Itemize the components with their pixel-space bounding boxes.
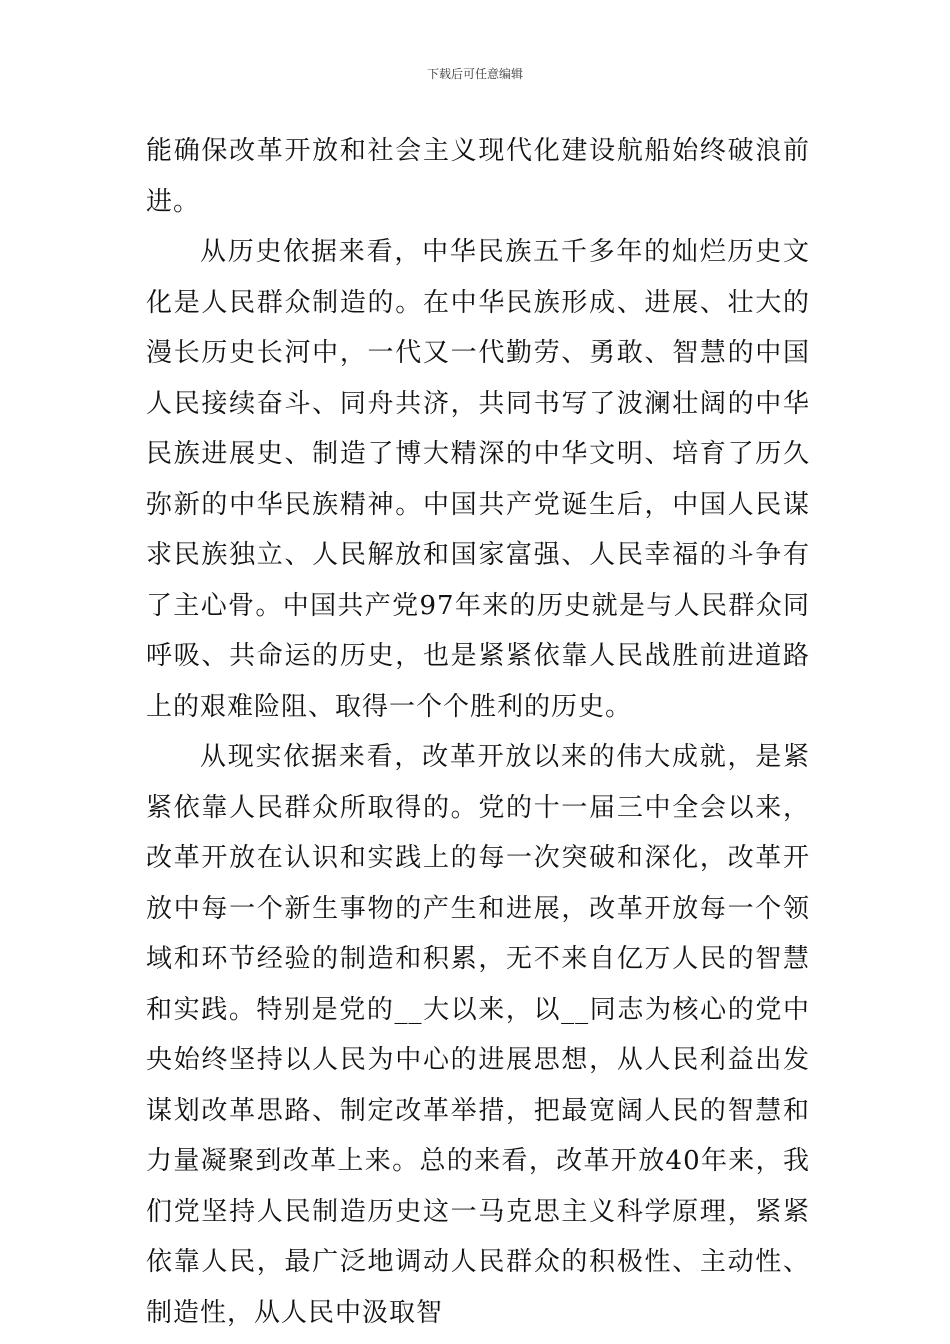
page-header: 下载后可任意编辑 — [426, 67, 523, 81]
document-body — [146, 126, 810, 1338]
paragraph-practical-basis: 从现实依据来看，改革开放以来的伟大成就，是紧紧依靠人民群众所取得的。党的十一届三中全会以来，改革开放在认识和实践上的每一次突破和深化，改革开放中每一个新生事物的产生和进展，改革开放每一个领域和环节经验的制造和积累，无不来自亿万人民的智慧和实践。特别是党的__大以来，以__同志为核心的党中央始终坚持以人民为中心的进展思想，从人民利益出发谋划改革思路、制定改革举措，把最宽阔人民的智慧和力量凝聚到改革上来。总的来看，改革开放40年来，我们党坚持人民制造历史这一马克思主义科学原理，紧紧依靠人民，最广泛地调动人民群众的积极性、主动性、制造性，从人民中汲取智 — [146, 742, 810, 1328]
paragraph-historical-basis: 从历史依据来看，中华民族五千多年的灿烂历史文化是人民群众制造的。在中华民族形成、进展、壮大的漫长历史长河中，一代又一代勤劳、勇敢、智慧的中国人民接续奋斗、同舟共济，共同书写了波澜壮阔的中华民族进展史、制造了博大精深的中华文明、培育了历久弥新的中华民族精神。中国共产党诞生后，中国人民谋求民族独立、人民解放和国家富强、人民幸福的斗争有了主心骨。中国共产党97年来的历史就是与人民群众同呼吸、共命运的历史，也是紧紧依靠人民战胜前进道路上的艰难险阻、取得一个个胜利的历史。 — [146, 237, 810, 722]
paragraph-continuation: 能确保改革开放和社会主义现代化建设航船始终破浪前进。 — [146, 136, 810, 217]
